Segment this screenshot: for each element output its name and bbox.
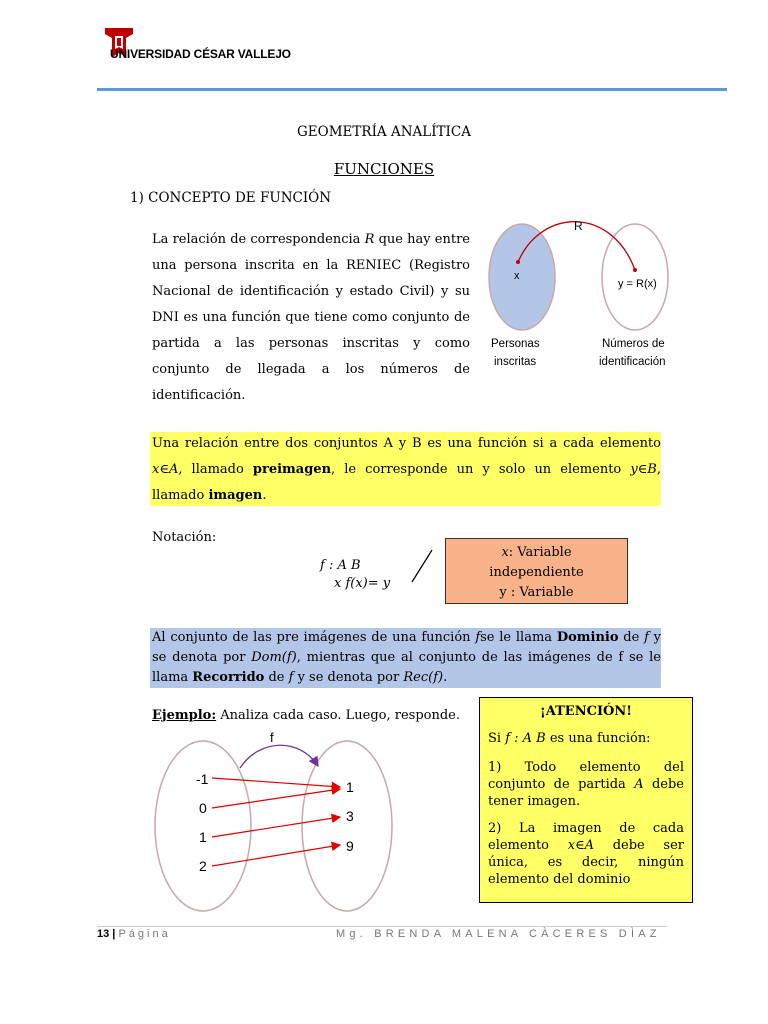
arrow-m1-to-1	[212, 778, 340, 787]
notation-line-1: f : A B	[320, 558, 361, 573]
left-set-label-2: inscritas	[494, 356, 537, 368]
institution-name: UNIVERSIDAD CÉSAR VALLEJO	[110, 47, 291, 61]
domain-value: 0	[199, 800, 207, 816]
notation-label: Notación:	[152, 530, 217, 545]
domain-value: 1	[199, 829, 207, 845]
var-x-label-2: independiente	[489, 565, 584, 580]
codomain-value: 9	[346, 838, 354, 854]
page-number: 13 | Página	[97, 928, 171, 940]
function-notation	[320, 557, 390, 593]
right-set-label-1: Números de	[602, 338, 665, 350]
course-title: GEOMETRÍA ANALÍTICA	[297, 124, 471, 140]
topic-title: FUNCIONES	[333, 160, 435, 178]
left-set-label-1: Personas	[491, 338, 540, 350]
var-y-label: y : Variable	[499, 585, 574, 600]
attention-rule-2: 2) La imagen de cada elemento x∈A debe ser única, es decir, ningún elemento del dominio	[488, 821, 685, 887]
example-heading: Ejemplo: Analiza cada caso. Luego, responde.	[152, 708, 460, 723]
numeros-set	[602, 224, 668, 330]
header-divider	[97, 88, 727, 91]
arrow-1-to-3	[212, 817, 340, 837]
mapping-diagram	[150, 728, 400, 918]
f-label: f	[270, 730, 274, 745]
section-heading: 1) CONCEPTO DE FUNCIÓN	[130, 190, 332, 206]
codomain-set	[302, 741, 392, 911]
variable-box	[445, 538, 628, 604]
domain-value: -1	[196, 771, 209, 787]
domain-set	[155, 741, 251, 911]
attention-intro: Si f : A B es una función:	[488, 731, 651, 746]
slash-line	[410, 548, 434, 584]
definition-text: Una relación entre dos conjuntos A y B es una función si a cada elemento x∈A, llamado preimagen, le corresponde un y solo un elemento y∈B, llamado imagen.	[152, 436, 661, 503]
author-name: Mg. BRENDA MALENA CÀCERES DÌAZ	[336, 928, 661, 940]
arrow-0-to-1	[212, 789, 340, 808]
codomain-value: 3	[346, 808, 354, 824]
codomain-value: 1	[346, 779, 354, 795]
arrow-2-to-9	[212, 845, 340, 866]
attention-box	[479, 697, 693, 903]
intro-paragraph: La relación de correspondencia R que hay entre una persona inscrita en la RENIEC (Registro Nacional de identificación y estado Civil) y su DNI es una función que tiene como conjunto de partida a las personas inscritas y como conjunto de llegada a los números de identificación.	[152, 232, 470, 403]
notation-line-2: x f(x)= y	[334, 576, 391, 591]
x-label: x	[514, 270, 520, 282]
domain-text: Al conjunto de las pre imágenes de una función fse le llama Dominio de f y se denota por Dom(f), mientras que al conjunto de las imágenes de f se le llama Recorrido de f y se denota por Rec(f).	[152, 630, 662, 685]
right-set-label-2: identificación	[599, 356, 666, 368]
var-x: x	[501, 545, 509, 560]
footer-divider	[97, 926, 667, 927]
relation-diagram	[482, 212, 692, 377]
attention-title: ¡ATENCIÓN!	[540, 704, 632, 719]
arc-label: R	[574, 219, 583, 233]
personas-set	[489, 224, 555, 330]
var-x-label: : Variable	[508, 545, 572, 560]
f-arc	[240, 745, 318, 768]
attention-rule-1: 1) Todo elemento del conjunto de partida A debe tener imagen.	[488, 760, 684, 809]
y-label: y = R(x)	[618, 278, 657, 290]
domain-value: 2	[199, 858, 207, 874]
